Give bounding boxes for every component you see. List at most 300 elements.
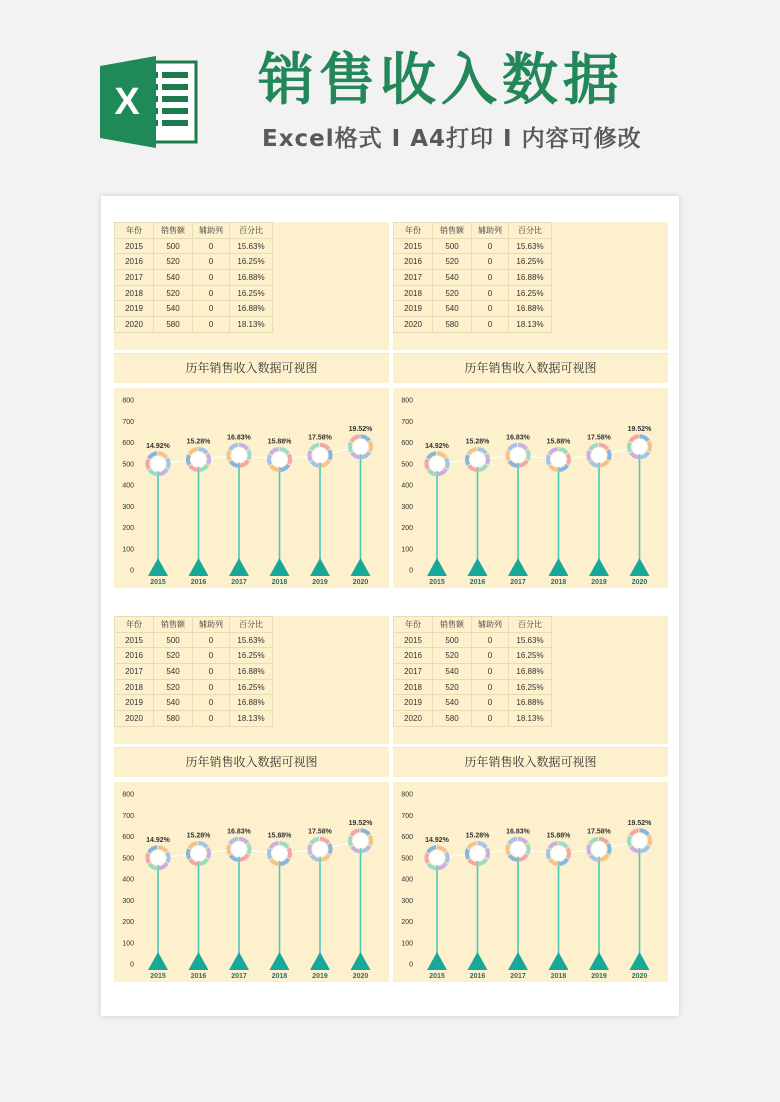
- table-row: [394, 254, 552, 270]
- data-label: 16.83%: [227, 434, 251, 442]
- donut-marker: [467, 843, 488, 864]
- y-tick-label: 700: [401, 418, 413, 426]
- table-cell: 540: [154, 664, 193, 680]
- chart-svg: [114, 782, 389, 982]
- y-tick-label: 0: [130, 567, 134, 575]
- x-tick-label: 2015: [150, 973, 166, 980]
- panel-bottom-right: [393, 616, 668, 986]
- chart-svg: [393, 388, 668, 588]
- donut-marker: [310, 839, 331, 860]
- table-cell: 540: [433, 695, 472, 711]
- y-tick-label: 400: [122, 482, 134, 490]
- table-cell: 2015: [394, 632, 433, 648]
- table-cell: 0: [193, 285, 230, 301]
- table-cell: 2018: [115, 285, 154, 301]
- table-row: [115, 254, 273, 270]
- data-label: 14.92%: [146, 836, 170, 844]
- table-cell: 2020: [115, 711, 154, 727]
- y-tick-label: 300: [122, 897, 134, 905]
- y-tick-label: 500: [122, 855, 134, 863]
- donut-marker: [350, 436, 371, 457]
- panel-bottom-left: [114, 616, 389, 986]
- table-row: [394, 317, 552, 333]
- document-sheet: [101, 196, 679, 1016]
- table-cell: 2019: [115, 301, 154, 317]
- table-cell: 16.88%: [230, 301, 273, 317]
- table-cell: 0: [193, 664, 230, 680]
- data-label: 17.58%: [308, 828, 332, 836]
- x-tick-label: 2018: [550, 579, 567, 586]
- table-cell: 0: [472, 301, 509, 317]
- table-cell: 500: [433, 632, 472, 648]
- excel-logo: [100, 56, 200, 148]
- y-tick-label: 200: [401, 919, 413, 926]
- donut-marker: [548, 449, 569, 470]
- table-cell: 0: [193, 679, 230, 695]
- panel-top-right: [393, 222, 668, 592]
- bar-base-triangle: [630, 558, 650, 576]
- table-row: [394, 270, 552, 286]
- data-label: 15.28%: [186, 438, 211, 446]
- y-tick-label: 100: [401, 546, 413, 554]
- table-cell: 16.25%: [509, 285, 552, 301]
- table-cell: 500: [154, 238, 193, 254]
- bar-base-triangle: [630, 952, 650, 970]
- table-cell: 16.25%: [230, 254, 273, 270]
- table-cell: 2015: [394, 238, 433, 254]
- table-cell: 0: [193, 238, 230, 254]
- table-header-cell: 销售额: [433, 223, 472, 239]
- x-tick-label: 2017: [231, 579, 247, 586]
- data-table: [114, 616, 273, 727]
- y-tick-label: 0: [130, 961, 134, 969]
- x-tick-label: 2018: [271, 579, 288, 586]
- y-tick-label: 600: [122, 440, 134, 447]
- table-cell: 16.88%: [230, 664, 273, 680]
- donut-marker: [508, 445, 529, 466]
- table-cell: 0: [193, 254, 230, 270]
- y-tick-label: 300: [401, 897, 413, 905]
- table-header-cell: 百分比: [509, 223, 552, 239]
- table-cell: 0: [472, 317, 509, 333]
- bar-base-triangle: [148, 558, 168, 576]
- donut-marker: [310, 445, 331, 466]
- donut-marker: [188, 449, 209, 470]
- table-cell: 0: [193, 695, 230, 711]
- table-cell: 0: [472, 695, 509, 711]
- table-cell: 16.25%: [509, 648, 552, 664]
- table-header-cell: 百分比: [509, 617, 552, 633]
- bar-base-triangle: [310, 952, 330, 970]
- bar-base-triangle: [189, 952, 209, 970]
- x-tick-label: 2019: [312, 579, 328, 586]
- data-label: 16.83%: [506, 434, 530, 442]
- table-header-cell: 销售额: [433, 617, 472, 633]
- table-header-row: [394, 223, 552, 239]
- logo-letter: X: [114, 81, 140, 123]
- table-cell: 2015: [115, 632, 154, 648]
- data-label: 17.58%: [308, 434, 332, 442]
- data-label: 19.52%: [348, 819, 373, 827]
- chart-title: 历年销售收入数据可视图: [393, 353, 668, 383]
- table-cell: 18.13%: [509, 711, 552, 727]
- table-cell: 16.25%: [230, 679, 273, 695]
- x-tick-label: 2016: [190, 973, 207, 980]
- donut-marker: [269, 449, 290, 470]
- donut-marker: [148, 453, 169, 474]
- table-cell: 0: [193, 301, 230, 317]
- table-cell: 2020: [115, 317, 154, 333]
- chart-title: 历年销售收入数据可视图: [114, 747, 389, 777]
- data-label: 15.28%: [186, 832, 211, 840]
- data-label: 19.52%: [627, 819, 652, 827]
- table-row: [115, 711, 273, 727]
- table-cell: 2019: [394, 301, 433, 317]
- bar-base-triangle: [270, 558, 290, 576]
- bar-base-triangle: [229, 558, 249, 576]
- page-title: 销售收入数据: [258, 48, 624, 113]
- table-cell: 500: [433, 238, 472, 254]
- y-tick-label: 400: [401, 482, 413, 490]
- y-tick-label: 800: [401, 397, 413, 405]
- x-tick-label: 2016: [469, 973, 486, 980]
- data-label: 19.52%: [627, 425, 652, 433]
- table-row: [394, 648, 552, 664]
- table-cell: 16.88%: [509, 695, 552, 711]
- data-label: 15.88%: [546, 438, 571, 446]
- data-label: 17.58%: [587, 434, 611, 442]
- table-cell: 2019: [115, 695, 154, 711]
- table-header-cell: 销售额: [154, 223, 193, 239]
- donut-marker: [148, 847, 169, 868]
- table-cell: 16.25%: [509, 679, 552, 695]
- table-cell: 0: [193, 317, 230, 333]
- data-table: [393, 222, 552, 333]
- table-cell: 2018: [394, 679, 433, 695]
- bar-base-triangle: [508, 558, 528, 576]
- table-cell: 16.25%: [230, 648, 273, 664]
- chart-svg: [114, 388, 389, 588]
- table-area: [393, 616, 668, 744]
- panel-top-left: [114, 222, 389, 592]
- table-row: [394, 301, 552, 317]
- x-tick-label: 2015: [429, 579, 445, 586]
- table-cell: 0: [472, 270, 509, 286]
- bar-base-triangle: [468, 952, 488, 970]
- table-row: [394, 695, 552, 711]
- x-tick-label: 2020: [352, 973, 369, 980]
- y-tick-label: 800: [122, 791, 134, 799]
- table-header-row: [115, 223, 273, 239]
- chart-box: [114, 782, 389, 982]
- x-tick-label: 2015: [150, 579, 166, 586]
- table-cell: 520: [154, 254, 193, 270]
- table-header-cell: 年份: [394, 223, 433, 239]
- table-cell: 16.88%: [509, 664, 552, 680]
- donut-marker: [188, 843, 209, 864]
- table-row: [394, 238, 552, 254]
- table-cell: 580: [154, 711, 193, 727]
- data-table: [114, 222, 273, 333]
- table-cell: 2016: [394, 648, 433, 664]
- table-cell: 2018: [115, 679, 154, 695]
- table-cell: 0: [472, 679, 509, 695]
- chart-box: [393, 388, 668, 588]
- x-tick-label: 2020: [352, 579, 369, 586]
- table-header-row: [394, 617, 552, 633]
- table-header-cell: 百分比: [230, 617, 273, 633]
- table-cell: 0: [472, 664, 509, 680]
- chart-box: [393, 782, 668, 982]
- y-tick-label: 300: [401, 503, 413, 511]
- y-tick-label: 100: [122, 546, 134, 554]
- table-cell: 0: [472, 711, 509, 727]
- table-cell: 580: [433, 711, 472, 727]
- table-row: [115, 270, 273, 286]
- table-header-cell: 年份: [115, 223, 154, 239]
- donut-marker: [229, 839, 250, 860]
- y-tick-label: 200: [401, 525, 413, 532]
- table-cell: 520: [433, 285, 472, 301]
- y-tick-label: 200: [122, 919, 134, 926]
- table-row: [394, 632, 552, 648]
- table-row: [115, 238, 273, 254]
- table-row: [115, 679, 273, 695]
- bar-base-triangle: [351, 558, 371, 576]
- table-cell: 16.88%: [230, 695, 273, 711]
- y-tick-label: 800: [401, 791, 413, 799]
- y-tick-label: 700: [401, 812, 413, 820]
- donut-marker: [229, 445, 250, 466]
- table-header-cell: 销售额: [154, 617, 193, 633]
- table-cell: 16.25%: [230, 285, 273, 301]
- y-tick-label: 600: [401, 440, 413, 447]
- table-area: [114, 616, 389, 744]
- table-cell: 2020: [394, 317, 433, 333]
- table-cell: 2017: [394, 664, 433, 680]
- data-label: 14.92%: [425, 442, 449, 450]
- bar-base-triangle: [589, 952, 609, 970]
- page-subtitle: Excel格式 I A4打印 I 内容可修改: [262, 126, 642, 152]
- table-cell: 15.63%: [509, 632, 552, 648]
- table-cell: 16.88%: [509, 270, 552, 286]
- table-cell: 16.88%: [509, 301, 552, 317]
- y-tick-label: 0: [409, 567, 413, 575]
- table-cell: 2016: [394, 254, 433, 270]
- table-cell: 520: [433, 254, 472, 270]
- table-cell: 2020: [394, 711, 433, 727]
- table-cell: 540: [433, 664, 472, 680]
- table-cell: 18.13%: [509, 317, 552, 333]
- chart-svg: [393, 782, 668, 982]
- bar-base-triangle: [427, 558, 447, 576]
- table-cell: 2018: [394, 285, 433, 301]
- data-label: 15.28%: [465, 832, 490, 840]
- table-header-row: [115, 617, 273, 633]
- bar-base-triangle: [468, 558, 488, 576]
- data-label: 14.92%: [425, 836, 449, 844]
- x-tick-label: 2019: [591, 973, 607, 980]
- table-cell: 18.13%: [230, 317, 273, 333]
- data-label: 15.88%: [267, 832, 292, 840]
- table-header-cell: 百分比: [230, 223, 273, 239]
- table-row: [394, 285, 552, 301]
- table-row: [394, 664, 552, 680]
- table-row: [115, 632, 273, 648]
- table-cell: 2016: [115, 254, 154, 270]
- table-cell: 520: [433, 679, 472, 695]
- bar-base-triangle: [508, 952, 528, 970]
- bar-base-triangle: [549, 952, 569, 970]
- bar-base-triangle: [351, 952, 371, 970]
- y-tick-label: 100: [401, 940, 413, 948]
- y-tick-label: 600: [122, 834, 134, 841]
- data-label: 15.28%: [465, 438, 490, 446]
- y-tick-label: 200: [122, 525, 134, 532]
- x-tick-label: 2020: [631, 579, 648, 586]
- table-cell: 0: [193, 632, 230, 648]
- bar-base-triangle: [427, 952, 447, 970]
- bar-base-triangle: [310, 558, 330, 576]
- table-cell: 540: [154, 270, 193, 286]
- table-header-cell: 辅助列: [193, 223, 230, 239]
- y-tick-label: 0: [409, 961, 413, 969]
- donut-marker: [629, 830, 650, 851]
- data-label: 16.83%: [506, 828, 530, 836]
- data-label: 15.88%: [267, 438, 292, 446]
- y-tick-label: 300: [122, 503, 134, 511]
- table-header-cell: 辅助列: [472, 617, 509, 633]
- table-cell: 2017: [115, 664, 154, 680]
- x-tick-label: 2019: [591, 579, 607, 586]
- data-label: 17.58%: [587, 828, 611, 836]
- table-cell: 2019: [394, 695, 433, 711]
- donut-marker: [589, 445, 610, 466]
- bar-base-triangle: [189, 558, 209, 576]
- x-tick-label: 2015: [429, 973, 445, 980]
- table-cell: 2017: [394, 270, 433, 286]
- table-cell: 16.88%: [230, 270, 273, 286]
- y-tick-label: 500: [122, 461, 134, 469]
- table-cell: 0: [193, 270, 230, 286]
- y-tick-label: 800: [122, 397, 134, 405]
- table-row: [115, 301, 273, 317]
- data-table: [393, 616, 552, 727]
- table-cell: 520: [433, 648, 472, 664]
- table-row: [394, 711, 552, 727]
- bar-base-triangle: [270, 952, 290, 970]
- y-tick-label: 700: [122, 812, 134, 820]
- table-cell: 2015: [115, 238, 154, 254]
- donut-marker: [508, 839, 529, 860]
- data-label: 15.88%: [546, 832, 571, 840]
- y-tick-label: 700: [122, 418, 134, 426]
- x-tick-label: 2017: [510, 973, 526, 980]
- x-tick-label: 2019: [312, 973, 328, 980]
- table-cell: 540: [154, 301, 193, 317]
- table-cell: 15.63%: [230, 632, 273, 648]
- donut-marker: [427, 453, 448, 474]
- y-tick-label: 400: [401, 876, 413, 884]
- data-label: 19.52%: [348, 425, 373, 433]
- y-tick-label: 100: [122, 940, 134, 948]
- donut-marker: [269, 843, 290, 864]
- bar-base-triangle: [589, 558, 609, 576]
- table-cell: 0: [472, 254, 509, 270]
- table-cell: 0: [193, 711, 230, 727]
- donut-marker: [589, 839, 610, 860]
- table-cell: 580: [154, 317, 193, 333]
- table-cell: 18.13%: [230, 711, 273, 727]
- table-cell: 15.63%: [230, 238, 273, 254]
- table-header-cell: 年份: [115, 617, 154, 633]
- table-row: [115, 285, 273, 301]
- table-header-cell: 辅助列: [193, 617, 230, 633]
- table-cell: 500: [154, 632, 193, 648]
- table-cell: 0: [472, 648, 509, 664]
- table-cell: 16.25%: [509, 254, 552, 270]
- table-area: [114, 222, 389, 350]
- x-tick-label: 2018: [550, 973, 567, 980]
- table-cell: 540: [433, 270, 472, 286]
- x-tick-label: 2017: [231, 973, 247, 980]
- donut-marker: [629, 436, 650, 457]
- table-cell: 2016: [115, 648, 154, 664]
- x-tick-label: 2020: [631, 973, 648, 980]
- chart-title: 历年销售收入数据可视图: [114, 353, 389, 383]
- table-header-cell: 年份: [394, 617, 433, 633]
- chart-box: [114, 388, 389, 588]
- table-cell: 0: [472, 238, 509, 254]
- table-row: [115, 695, 273, 711]
- data-label: 14.92%: [146, 442, 170, 450]
- table-cell: 0: [472, 285, 509, 301]
- table-row: [115, 648, 273, 664]
- donut-marker: [467, 449, 488, 470]
- table-cell: 540: [154, 695, 193, 711]
- table-cell: 520: [154, 679, 193, 695]
- table-cell: 520: [154, 285, 193, 301]
- chart-title: 历年销售收入数据可视图: [393, 747, 668, 777]
- x-tick-label: 2018: [271, 973, 288, 980]
- y-tick-label: 500: [401, 855, 413, 863]
- donut-marker: [427, 847, 448, 868]
- donut-marker: [548, 843, 569, 864]
- table-cell: 580: [433, 317, 472, 333]
- table-cell: 540: [433, 301, 472, 317]
- y-tick-label: 400: [122, 876, 134, 884]
- x-tick-label: 2016: [469, 579, 486, 586]
- table-row: [394, 679, 552, 695]
- bar-base-triangle: [229, 952, 249, 970]
- y-tick-label: 600: [401, 834, 413, 841]
- table-row: [115, 317, 273, 333]
- donut-marker: [350, 830, 371, 851]
- bar-base-triangle: [148, 952, 168, 970]
- table-header-cell: 辅助列: [472, 223, 509, 239]
- x-tick-label: 2016: [190, 579, 207, 586]
- table-row: [115, 664, 273, 680]
- data-label: 16.83%: [227, 828, 251, 836]
- table-area: [393, 222, 668, 350]
- y-tick-label: 500: [401, 461, 413, 469]
- table-cell: 520: [154, 648, 193, 664]
- table-cell: 0: [472, 632, 509, 648]
- bar-base-triangle: [549, 558, 569, 576]
- table-cell: 2017: [115, 270, 154, 286]
- x-tick-label: 2017: [510, 579, 526, 586]
- table-cell: 15.63%: [509, 238, 552, 254]
